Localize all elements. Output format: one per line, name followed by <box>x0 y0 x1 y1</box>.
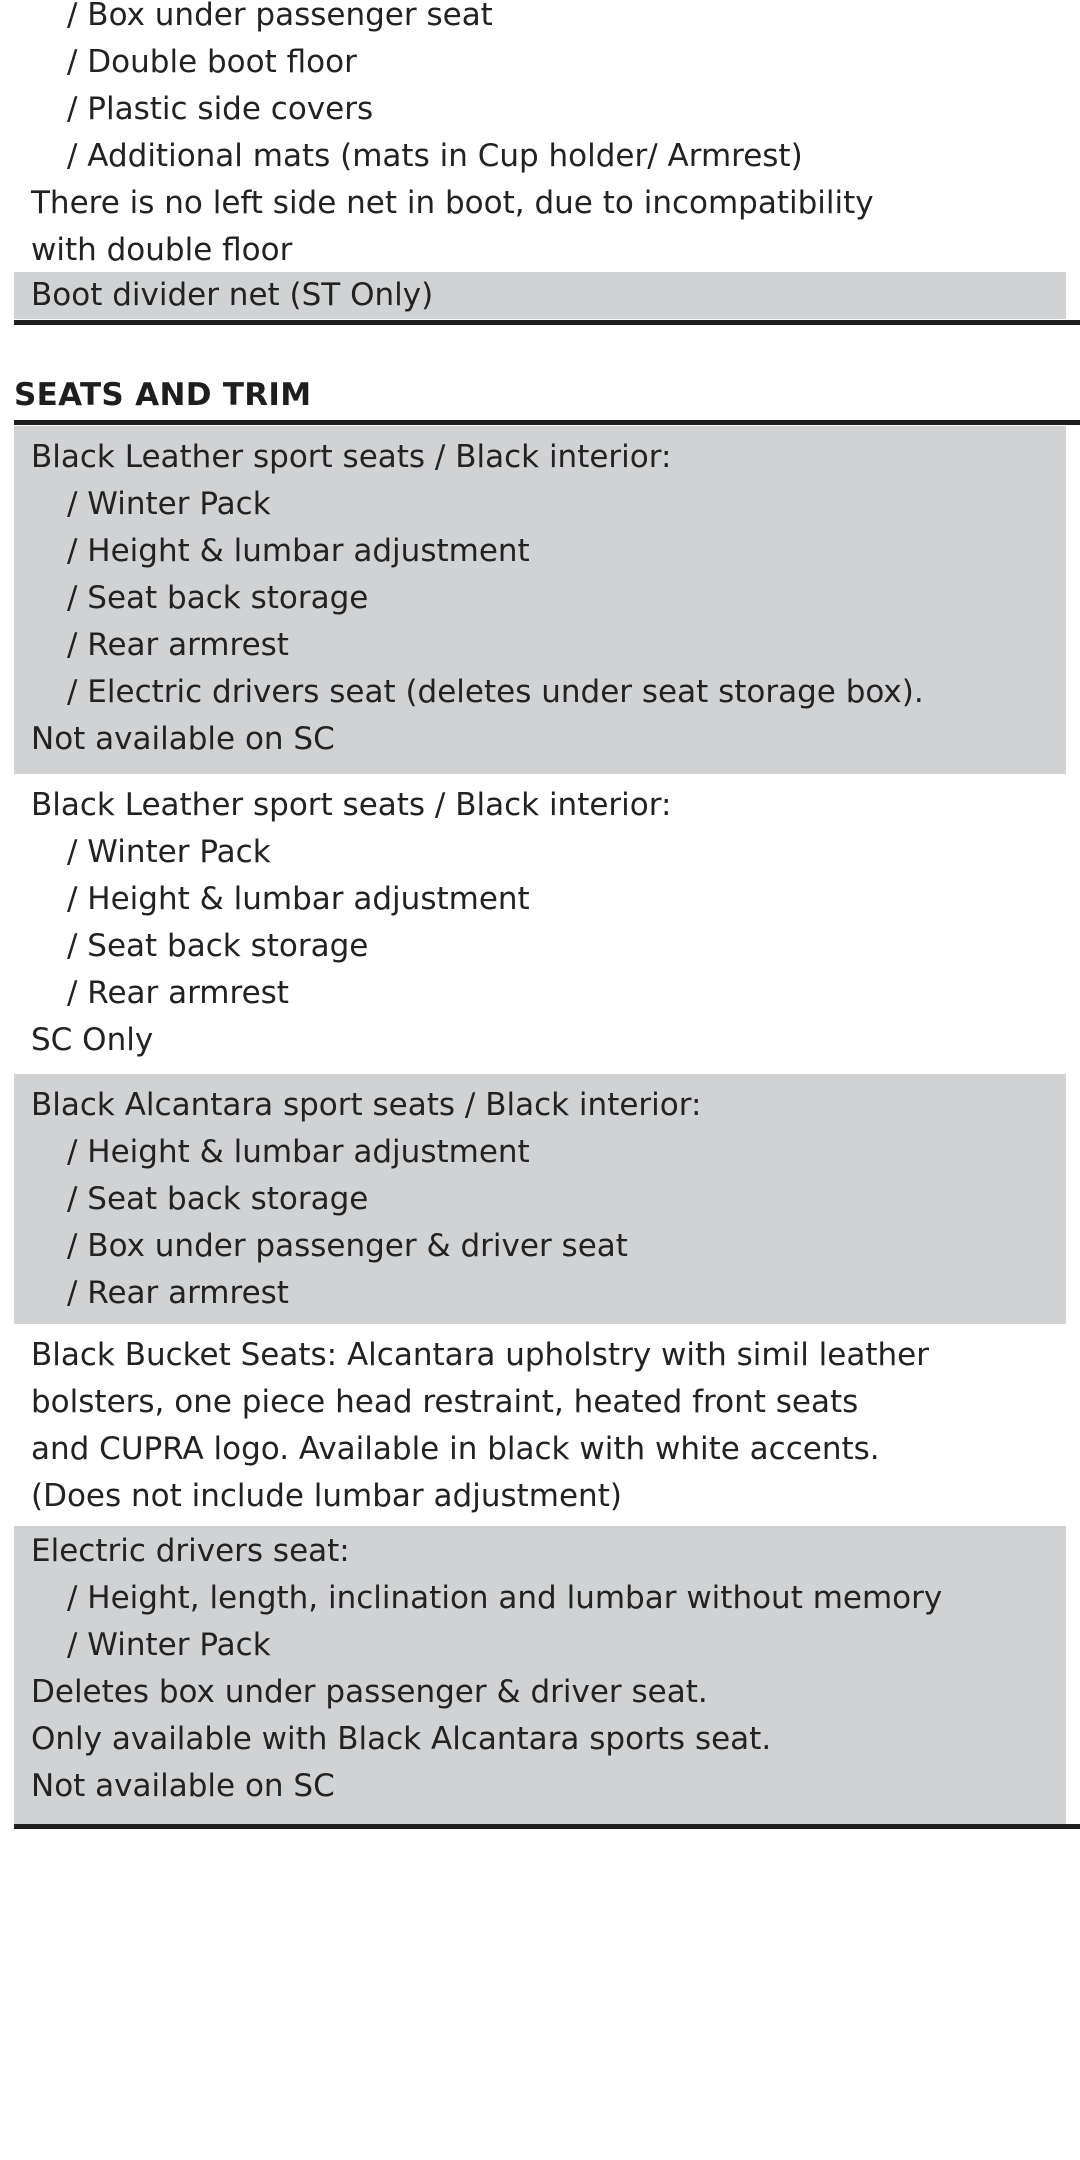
seat-option-item: / Height & lumbar adjustment <box>67 533 530 569</box>
seat-option-note: Not available on SC <box>31 1768 335 1804</box>
storage-pack-continued <box>14 0 1066 268</box>
storage-note: with double floor <box>31 232 293 268</box>
seat-option-note: and CUPRA logo. Available in black with white accents. <box>31 1431 880 1467</box>
boot-divider-option <box>14 272 1066 319</box>
seat-option-bucket-seats <box>14 1324 1066 1526</box>
seat-option-electric-drivers-seat <box>14 1526 1066 1826</box>
seat-option-black-alcantara <box>14 1074 1066 1324</box>
seat-option-heading: Electric drivers seat: <box>31 1533 350 1569</box>
seat-option-note: Deletes box under passenger & driver seat. <box>31 1674 708 1710</box>
seat-option-black-leather-1 <box>14 426 1066 774</box>
seat-option-heading: Black Bucket Seats: Alcantara upholstry with simil leather <box>31 1337 929 1373</box>
storage-item: / Double boot floor <box>67 44 357 80</box>
seat-option-heading: Black Leather sport seats / Black interior: <box>31 787 672 823</box>
seat-option-note: Not available on SC <box>31 721 335 757</box>
seat-option-black-leather-2 <box>14 774 1066 1074</box>
boot-divider-text: Boot divider net (ST Only) <box>31 277 434 313</box>
seat-option-item: / Rear armrest <box>67 975 289 1011</box>
seat-option-item: / Seat back storage <box>67 1181 369 1217</box>
storage-note: There is no left side net in boot, due to incompatibility <box>31 185 874 221</box>
section-end-rule <box>14 1824 1080 1829</box>
seat-option-item: / Height, length, inclination and lumbar without memory <box>67 1580 943 1616</box>
seat-option-item: / Winter Pack <box>67 834 271 870</box>
storage-item: / Plastic side covers <box>67 91 374 127</box>
seat-option-note: (Does not include lumbar adjustment) <box>31 1478 622 1514</box>
seat-option-item: / Seat back storage <box>67 580 369 616</box>
seat-option-item: / Rear armrest <box>67 1275 289 1311</box>
seat-option-item: / Height & lumbar adjustment <box>67 1134 530 1170</box>
storage-item: / Additional mats (mats in Cup holder/ Armrest) <box>67 138 803 174</box>
section-end-rule <box>14 320 1080 325</box>
seat-option-heading: Black Alcantara sport seats / Black interior: <box>31 1087 702 1123</box>
seat-option-heading: Black Leather sport seats / Black interior: <box>31 439 672 475</box>
seat-option-item: / Electric drivers seat (deletes under seat storage box). <box>67 674 924 710</box>
seat-option-item: / Winter Pack <box>67 1627 271 1663</box>
seat-option-note: SC Only <box>31 1022 154 1058</box>
seat-option-item: / Rear armrest <box>67 627 289 663</box>
seat-option-item: / Box under passenger & driver seat <box>67 1228 628 1264</box>
storage-item: / Box under passenger seat <box>67 0 493 33</box>
seat-option-item: / Height & lumbar adjustment <box>67 881 530 917</box>
section-title-rule <box>14 420 1080 425</box>
section-title-seats-and-trim: SEATS AND TRIM <box>14 377 312 413</box>
seat-option-note: Only available with Black Alcantara sports seat. <box>31 1721 772 1757</box>
seat-option-note: bolsters, one piece head restraint, heated front seats <box>31 1384 859 1420</box>
seat-option-item: / Seat back storage <box>67 928 369 964</box>
seat-option-item: / Winter Pack <box>67 486 271 522</box>
